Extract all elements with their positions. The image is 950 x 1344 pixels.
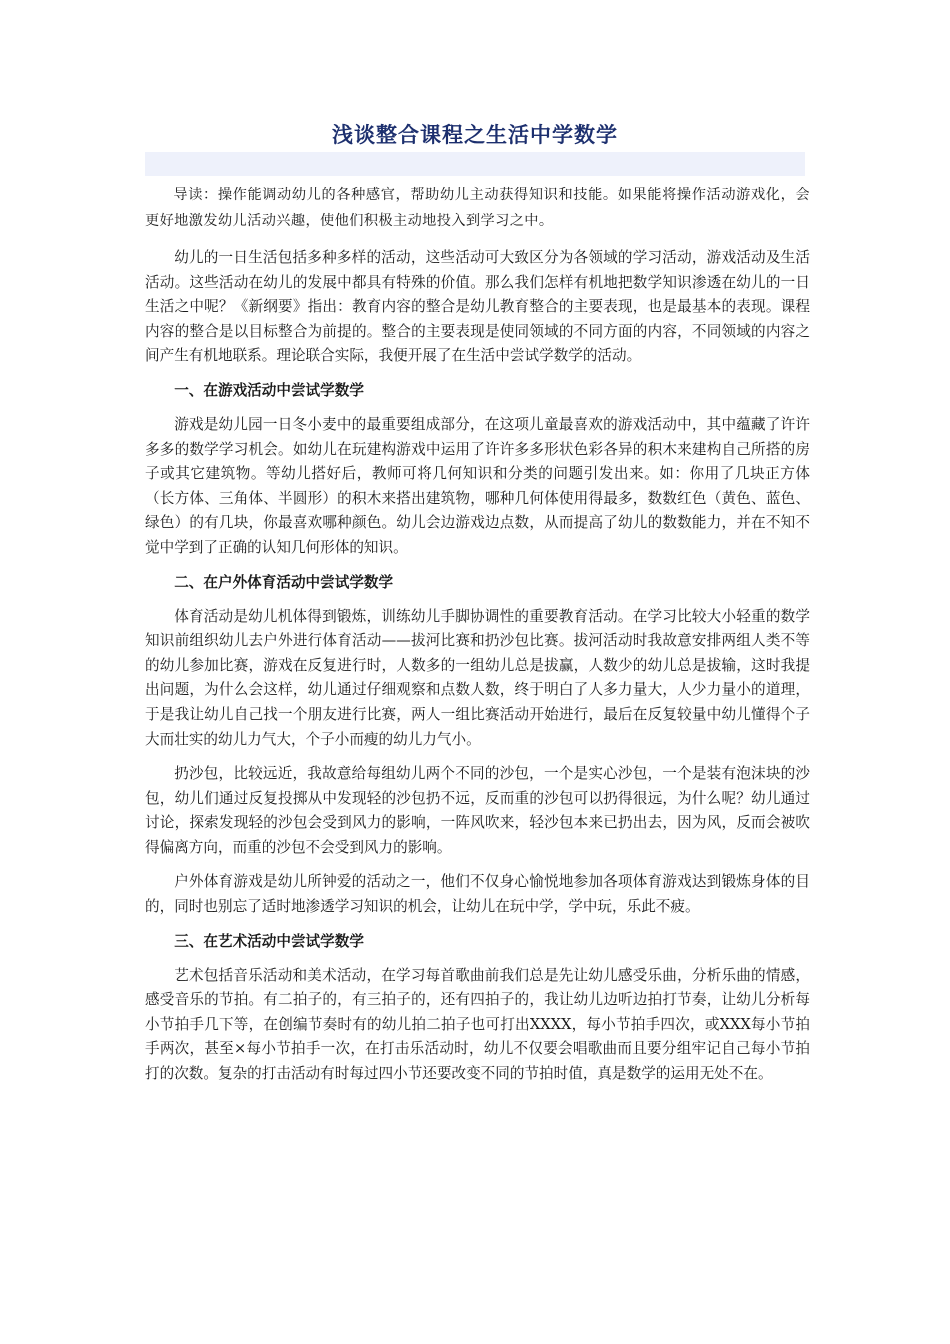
body-paragraph: 扔沙包，比较远近，我故意给每组幼儿两个不同的沙包，一个是实心沙包，一个是装有泡沫块的沙包，幼儿们通过反复投掷从中发现轻的沙包扔不远，反而重的沙包可以扔得很远，为什么呢？幼儿通过讨论，探索发现轻的沙包会受到风力的影响，一阵风吹来，轻沙包本来已扔出去，因为风，反而会被吹得偏离方向，而重的沙包不会受到风力的影响。 (145, 765, 810, 856)
section-heading: 二、在户外体育活动中尝试学数学 (174, 573, 394, 591)
article-body (145, 182, 810, 1097)
title-bar (145, 118, 805, 172)
body-paragraph: 体育活动是幼儿机体得到锻炼，训练幼儿手脚协调性的重要教育活动。在学习比较大小轻重的数学知识前组织幼儿去户外进行体育活动——拔河比赛和扔沙包比赛。拔河活动时我故意安排两组人类不等的幼儿参加比赛，游戏在反复进行时，人数多的一组幼儿总是拔赢，人数少的幼儿总是拔输，这时我提出问题，为什么会这样，幼儿通过仔细观察和点数人数，终于明白了人多力量大，人少力量小的道理，于是我让幼儿自己找一个朋友进行比赛，两人一组比赛活动开始进行，最后在反复较量中幼儿懂得个子大而壮实的幼儿力气大，个子小而瘦的幼儿力气小。 (145, 607, 810, 748)
body-paragraph: 户外体育游戏是幼儿所钟爱的活动之一，他们不仅身心愉悦地参加各项体育游戏达到锻炼身体的目的，同时也别忘了适时地渗透学习知识的机会，让幼儿在玩中学，学中玩，乐此不疲。 (145, 873, 810, 916)
page-title: 浅谈整合课程之生活中学数学 (332, 123, 618, 147)
lead-paragraph: 导读：操作能调动幼儿的各种感官，帮助幼儿主动获得知识和技能。如果能将操作活动游戏化，会更好地激发幼儿活动兴趣，使他们积极主动地投入到学习之中。 (145, 187, 810, 229)
body-paragraph: 艺术包括音乐活动和美术活动，在学习每首歌曲前我们总是先让幼儿感受乐曲，分析乐曲的情感，感受音乐的节拍。有二拍子的，有三拍子的，还有四拍子的，我让幼儿边听边拍打节奏，让幼儿分析每小节拍手几下等，在创编节奏时有的幼儿拍二拍子也可打出XXXX，每小节拍手四次，或XXX每小节拍手两次，甚至×每小节拍手一次，在打击乐活动时，幼儿不仅要会唱歌曲而且要分组牢记自己每小节拍打的次数。复杂的打击活动有时每过四小节还要改变不同的节拍时值，真是数学的运用无处不在。 (145, 966, 810, 1083)
body-paragraph: 游戏是幼儿园一日冬小麦中的最重要组成部分，在这项儿童最喜欢的游戏活动中，其中蕴藏了许许多多的数学学习机会。如幼儿在玩建构游戏中运用了许许多多形状色彩各异的积木来建构自己所搭的房子或其它建筑物。等幼儿搭好后，教师可将几何知识和分类的问题引发出来。如：你用了几块正方体（长方体、三角体、半圆形）的积木来搭出建筑物，哪种几何体使用得最多，数数红色（黄色、蓝色、绿色）的有几块，你最喜欢哪种颜色。幼儿会边游戏边点数，从而提高了幼儿的数数能力，并在不知不觉中学到了正确的认知几何形体的知识。 (145, 415, 810, 556)
section-heading: 一、在游戏活动中尝试学数学 (174, 381, 364, 399)
title-underline-band (145, 152, 805, 176)
section-heading: 三、在艺术活动中尝试学数学 (174, 932, 364, 950)
intro-paragraph: 幼儿的一日生活包括多种多样的活动，这些活动可大致区分为各领域的学习活动，游戏活动及生活活动。这些活动在幼儿的发展中都具有特殊的价值。那么我们怎样有机地把数学知识渗透在幼儿的一日生活之中呢？《新纲要》指出：教育内容的整合是幼儿教育整合的主要表现，也是最基本的表现。课程内容的整合是以目标整合为前提的。整合的主要表现是使同领域的不同方面的内容，不同领域的内容之间产生有机地联系。理论联合实际，我便开展了在生活中尝试学数学的活动。 (145, 249, 810, 365)
